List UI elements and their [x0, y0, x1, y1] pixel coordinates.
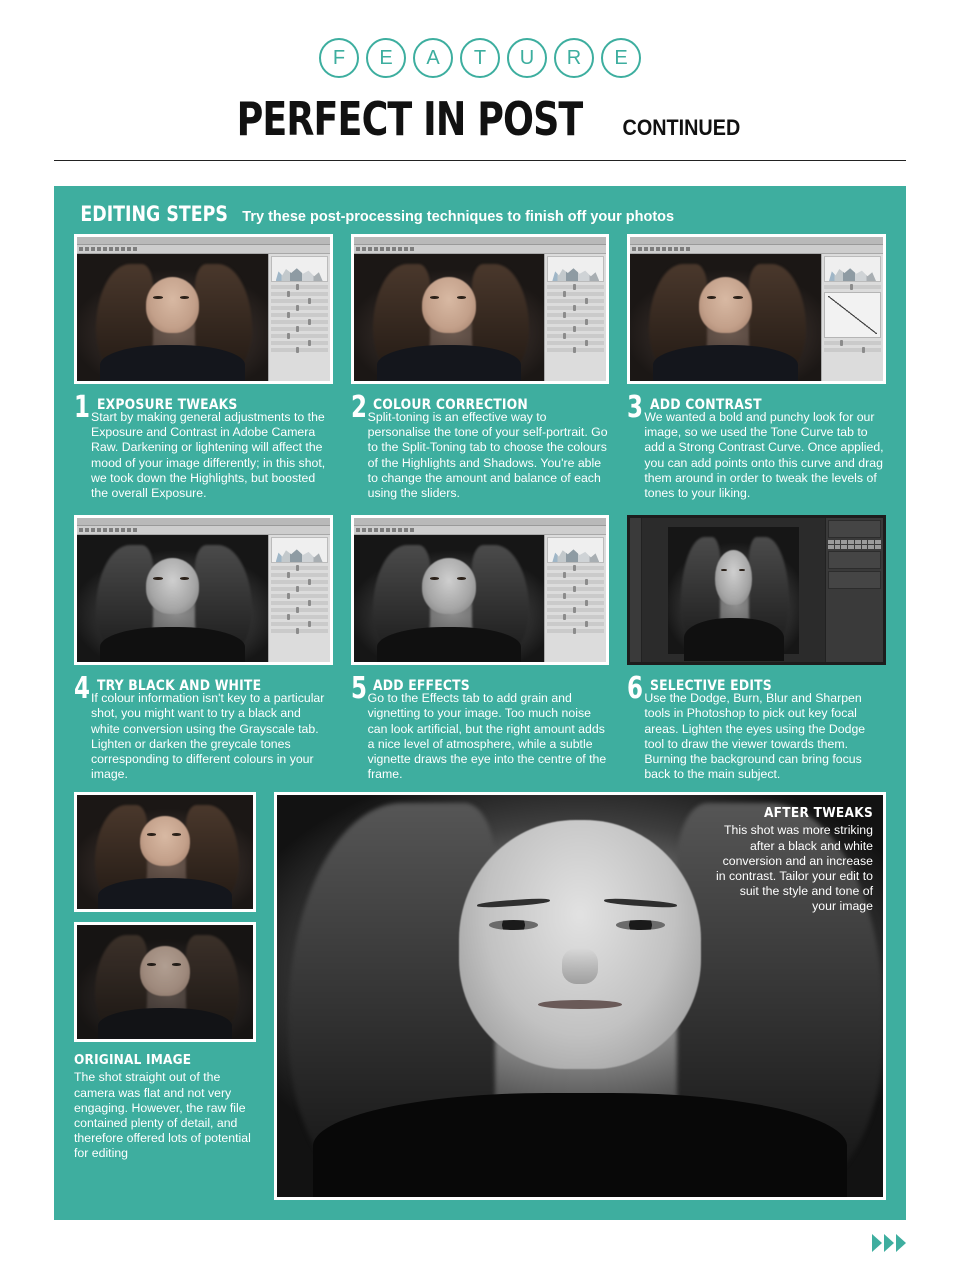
step-title: COLOUR CORRECTION [373, 397, 529, 413]
swatches-panel[interactable] [828, 540, 881, 549]
slider[interactable] [271, 629, 328, 633]
portrait-preview [77, 795, 253, 909]
slider[interactable] [547, 573, 604, 577]
slider[interactable] [271, 334, 328, 338]
feature-letter: U [507, 38, 547, 78]
photoshop-panels [825, 518, 883, 662]
step-screenshot-6 [627, 515, 886, 665]
step-3 [627, 390, 886, 501]
toolbar [630, 245, 883, 254]
after-tweaks-caption [713, 805, 873, 914]
step-title: SELECTIVE EDITS [650, 678, 772, 695]
colour-panel[interactable] [828, 520, 881, 538]
slider[interactable] [547, 285, 604, 289]
histogram [271, 256, 328, 282]
portrait-preview [77, 254, 268, 381]
slider[interactable] [271, 313, 328, 317]
feature-letter: A [413, 38, 453, 78]
header-divider [54, 160, 906, 161]
slider[interactable] [271, 622, 328, 626]
slider[interactable] [547, 587, 604, 591]
next-arrows-icon [872, 1234, 906, 1252]
slider[interactable] [271, 594, 328, 598]
window-titlebar [354, 518, 607, 526]
step-number: 5 [350, 671, 367, 707]
photoshop-window [630, 518, 883, 662]
portrait-preview-bw [354, 535, 545, 662]
after-tweaks-image [274, 792, 886, 1200]
step-screenshot-1 [74, 234, 333, 384]
image-canvas [642, 518, 825, 662]
window-titlebar [77, 518, 330, 526]
feature-wordmark [0, 38, 960, 78]
portrait-preview [354, 254, 545, 381]
slider[interactable] [547, 313, 604, 317]
image-canvas [354, 535, 545, 662]
screenshot-row-1 [54, 230, 906, 384]
slider[interactable] [271, 566, 328, 570]
camera-raw-window [77, 518, 330, 662]
slider[interactable] [547, 341, 604, 345]
feature-letter: E [366, 38, 406, 78]
toolbar [354, 245, 607, 254]
slider[interactable] [271, 285, 328, 289]
original-image-title: ORIGINAL IMAGE [74, 1052, 192, 1069]
toolbar [77, 245, 330, 254]
histogram [547, 537, 604, 563]
thumbnail-colour [74, 792, 256, 912]
slider[interactable] [547, 334, 604, 338]
window-titlebar [77, 237, 330, 245]
step-body: Start by making general adjustments to the Exposure and Contrast in Adobe Camera Raw. Darkening or lightening will affect the mood of your image differently; in this shot, we took down the Highlights, but boosted the overall Exposure. [91, 410, 326, 501]
comparison-block [54, 782, 906, 1200]
step-body: If colour information isn't key to a particular shot, you might want to try a black and white conversion using the Grayscale tab. Lighten or darken the greycale tones corresponding to different colours in your image. [91, 691, 325, 782]
slider[interactable] [271, 608, 328, 612]
step-title: ADD CONTRAST [650, 397, 762, 413]
tone-curve-panel [821, 254, 883, 381]
step-body: We wanted a bold and punchy look for our image, so we used the Tone Curve tab to add a Strong Contrast Curve. Once applied, you can add points onto this curve and drag them around in order to tweak the levels of tones to your liking. [644, 410, 884, 501]
panel-header [54, 186, 906, 230]
original-column [74, 792, 256, 1200]
step-screenshot-3 [627, 234, 886, 384]
slider[interactable] [547, 580, 604, 584]
portrait-preview-bw [77, 535, 268, 662]
slider[interactable] [547, 306, 604, 310]
step-number: 1 [74, 390, 90, 425]
effects-panel [544, 535, 606, 662]
step-screenshot-2 [351, 234, 610, 384]
slider[interactable] [271, 601, 328, 605]
slider[interactable] [271, 348, 328, 352]
panel-subheading: Try these post-processing techniques to finish off your photos [242, 209, 675, 225]
slider[interactable] [547, 594, 604, 598]
step-body: Go to the Effects tab to add grain and vignetting to your image. Too much noise can look artificial, but the right amount adds a nice level of atmosphere, while a subtle vignette draws the eye into the centre of the frame. [367, 691, 607, 782]
toolbar [354, 526, 607, 535]
step-number: 6 [627, 671, 644, 707]
feature-letter: E [601, 38, 641, 78]
image-canvas [354, 254, 545, 381]
camera-raw-window [630, 237, 883, 381]
camera-raw-window [354, 237, 607, 381]
step-2 [350, 390, 610, 501]
page-header [0, 0, 960, 161]
image-canvas [77, 254, 268, 381]
page-title: PERFECT IN POST [236, 92, 583, 146]
layers-panel[interactable] [828, 571, 881, 589]
slider[interactable] [547, 601, 604, 605]
slider[interactable] [271, 573, 328, 577]
slider[interactable] [547, 348, 604, 352]
camera-raw-window [77, 237, 330, 381]
slider[interactable] [547, 629, 604, 633]
step-number: 2 [350, 390, 367, 425]
title-row [0, 92, 960, 146]
step-title: TRY BLACK AND WHITE [96, 678, 262, 695]
portrait-preview [77, 925, 253, 1039]
feature-letter: F [319, 38, 359, 78]
feature-letter: T [460, 38, 500, 78]
slider[interactable] [547, 299, 604, 303]
step-number: 3 [627, 390, 644, 425]
slider[interactable] [271, 615, 328, 619]
portrait-preview [630, 254, 821, 381]
after-tweaks-body: This shot was more striking after a black and white conversion and an increase in contrast. Tailor your edit to suit the style and tone of your image [716, 823, 873, 914]
slider[interactable] [271, 341, 328, 345]
histogram [824, 256, 881, 282]
slider[interactable] [547, 566, 604, 570]
portrait-preview-bw [668, 527, 800, 654]
histogram [547, 256, 604, 282]
step-title: EXPOSURE TWEAKS [96, 397, 238, 413]
step-text-row-1 [54, 384, 906, 501]
slider[interactable] [824, 341, 881, 345]
slider[interactable] [547, 327, 604, 331]
window-titlebar [354, 237, 607, 245]
toolbar [77, 526, 330, 535]
step-title: ADD EFFECTS [373, 678, 471, 695]
adjustments-panel[interactable] [828, 551, 881, 569]
image-canvas [630, 254, 821, 381]
window-titlebar [630, 237, 883, 245]
slider[interactable] [271, 292, 328, 296]
slider[interactable] [547, 622, 604, 626]
step-4 [74, 671, 333, 782]
camera-raw-window [354, 518, 607, 662]
image-canvas [77, 535, 268, 662]
editing-steps-panel [54, 186, 906, 1220]
tone-curve-graph[interactable] [824, 292, 881, 338]
step-5 [350, 671, 610, 782]
step-body: Use the Dodge, Burn, Blur and Sharpen tools in Photoshop to pick out key focal areas. Lighten the eyes using the Dodge tool to draw the viewer towards them. Burning the background can bring focus back to the main subject. [644, 691, 866, 782]
slider[interactable] [271, 587, 328, 591]
basic-panel [268, 254, 330, 381]
thumbnail-original [74, 922, 256, 1042]
photoshop-toolbar[interactable] [630, 518, 642, 662]
slider[interactable] [547, 320, 604, 324]
slider[interactable] [547, 292, 604, 296]
slider[interactable] [824, 348, 881, 352]
slider[interactable] [824, 285, 881, 289]
slider[interactable] [271, 306, 328, 310]
step-screenshot-5 [351, 515, 610, 665]
original-image-body: The shot straight out of the camera was flat and not very engaging. However, the raw file contained plenty of detail, and therefore offered lots of potential for editing [74, 1070, 251, 1161]
slider[interactable] [547, 608, 604, 612]
feature-letter: R [554, 38, 594, 78]
slider[interactable] [271, 320, 328, 324]
step-text-row-2 [54, 665, 906, 782]
after-tweaks-title: AFTER TWEAKS [763, 805, 873, 822]
step-number: 4 [74, 671, 90, 707]
split-toning-panel [544, 254, 606, 381]
grayscale-panel [268, 535, 330, 662]
screenshot-row-2 [54, 501, 906, 665]
step-body: Split-toning is an effective way to personalise the tone of your self-portrait. Go to the Split-Toning tab to choose the colours of the Highlights and Shadows. You're able to change the amount and balance of each using the sliders. [367, 410, 608, 501]
step-screenshot-4 [74, 515, 333, 665]
step-6 [627, 671, 886, 782]
slider[interactable] [271, 580, 328, 584]
step-1 [74, 390, 333, 501]
slider[interactable] [547, 615, 604, 619]
panel-heading: EDITING STEPS [80, 202, 228, 226]
slider[interactable] [271, 299, 328, 303]
slider[interactable] [271, 327, 328, 331]
continued-label: CONTINUED [622, 115, 741, 140]
histogram [271, 537, 328, 563]
